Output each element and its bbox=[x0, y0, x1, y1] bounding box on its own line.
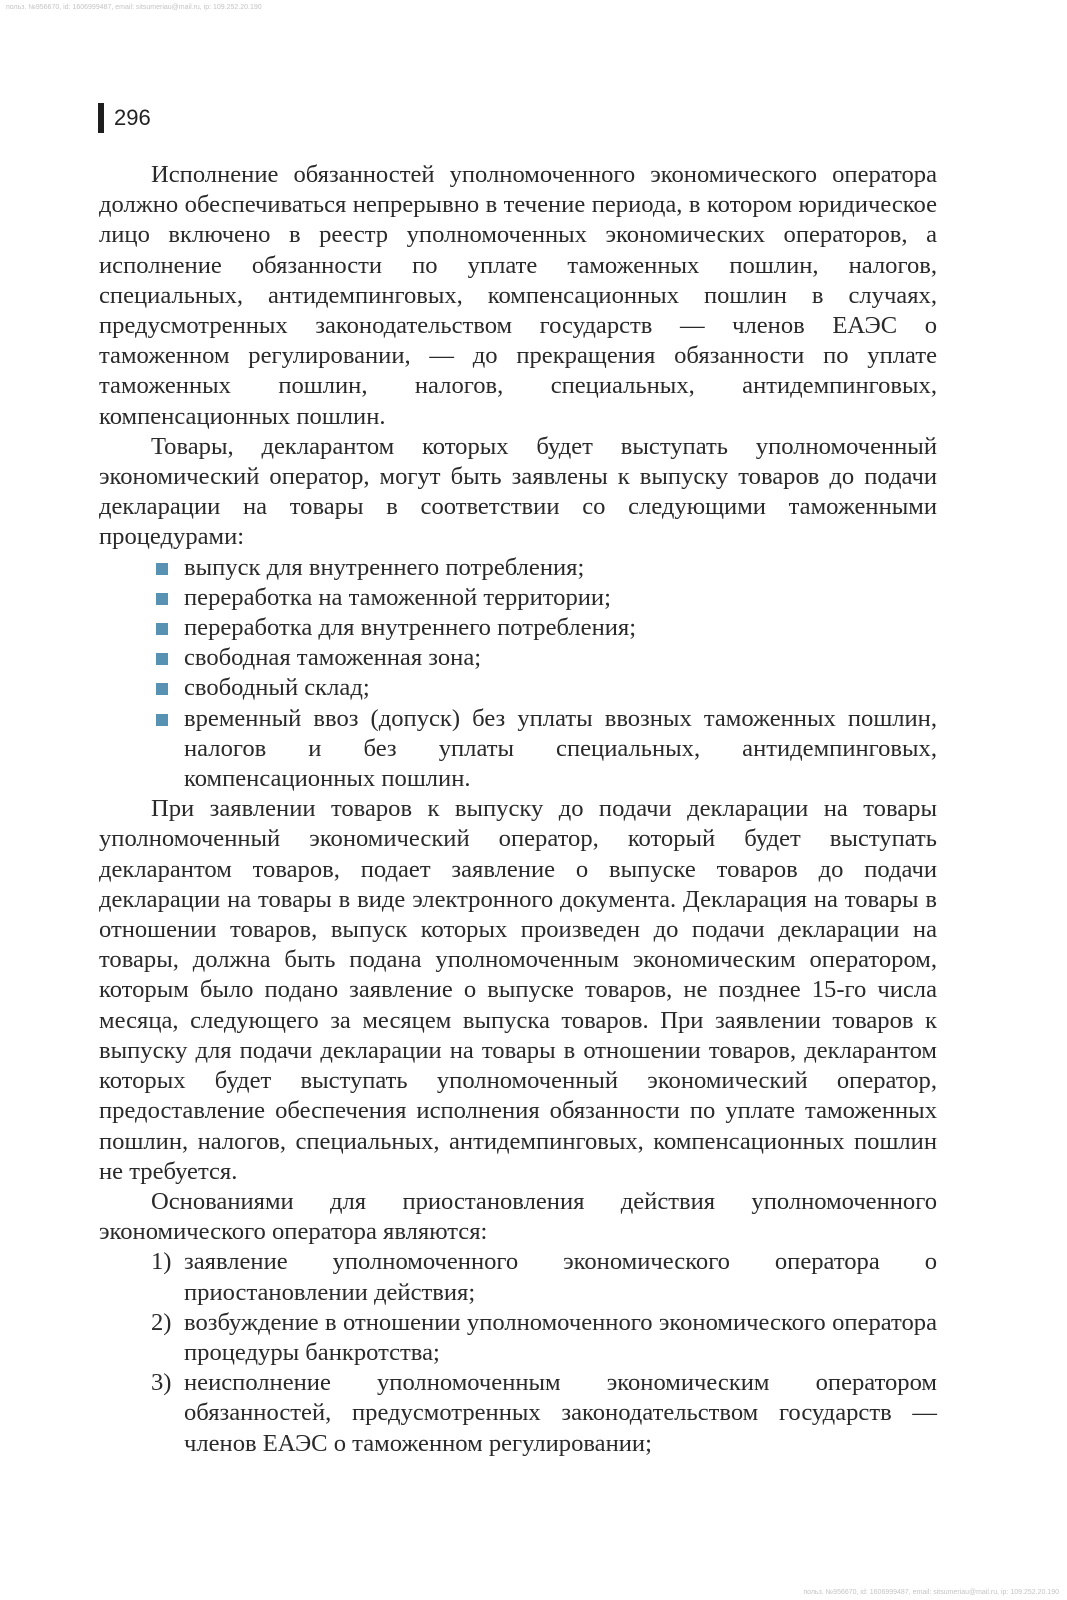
paragraph-3: При заявлении товаров к выпуску до подачи декларации на товары уполномоченный экономический оператор, который будет выступать декларантом товаров, подает заявление о выпуске товаров до подачи декларации на товары в виде электронного документа. Декларация на товары в отношении товаров, выпуск которых произведен до подачи декларации на товары, должна быть подана уполномоченным экономическим оператором, которым было подано заявление о выпуске товаров, не позднее 15-го числа месяца, следующего за месяцем выпуска товаров. При заявлении товаров к выпуску для подачи декларации на товары в отношении товаров, декларантом которых будет выступать уполномоченный экономический оператор, предоставление обеспечения исполнения обязанности по уплате таможенных пошлин, налогов, специальных, антидемпинговых, компенсационных пошлин не требуется. bbox=[99, 795, 937, 1185]
numbered-item bbox=[99, 1368, 937, 1459]
list-item bbox=[99, 613, 937, 643]
item-number: 3) bbox=[151, 1369, 172, 1397]
page-body bbox=[99, 160, 937, 1459]
item-number: 2) bbox=[151, 1308, 172, 1336]
bullet-square-icon bbox=[156, 623, 168, 635]
list-item bbox=[99, 583, 937, 613]
procedures-list bbox=[99, 553, 937, 795]
paragraph-1: Исполнение обязанностей уполномоченного экономического оператора должно обеспечиваться непрерывно в течение периода, в котором юридическое лицо включено в реестр уполномоченных экономических операторов, а исполнение обязанности по уплате таможенных пошлин, налогов, специальных, антидемпинговых, компенсационных пошлин в случаях, предусмотренных законодательством государств — членов ЕАЭС о таможенном регулировании, — до прекращения обязанности по уплате таможенных пошлин, налогов, специальных, антидемпинговых, компенсационных пошлин. bbox=[99, 161, 937, 430]
page-header bbox=[98, 103, 151, 133]
list-item-text: свободный склад; bbox=[184, 674, 370, 702]
bullet-square-icon bbox=[156, 714, 168, 726]
watermark-bottom: польз. №956670, id: 1606999487, email: sitsumeriau@mail.ru, ip: 109.252.20.190 bbox=[803, 1589, 1059, 1596]
bullet-square-icon bbox=[156, 563, 168, 575]
grounds-list bbox=[99, 1247, 937, 1458]
item-number: 1) bbox=[151, 1248, 172, 1276]
item-text: возбуждение в отношении уполномоченного экономического оператора процедуры банкротства; bbox=[184, 1308, 937, 1366]
item-text: неисполнение уполномоченным экономическим оператором обязанностей, предусмотренных законодательством государств — членов ЕАЭС о таможенном регулировании; bbox=[184, 1369, 937, 1457]
bullet-square-icon bbox=[156, 593, 168, 605]
list-item bbox=[99, 643, 937, 673]
bullet-square-icon bbox=[156, 653, 168, 665]
list-item-text: переработка для внутреннего потребления; bbox=[184, 614, 637, 642]
header-bar bbox=[98, 103, 104, 133]
watermark-top: польз. №956670, id: 1606999487, email: sitsumeriau@mail.ru, ip: 109.252.20.190 bbox=[6, 4, 262, 11]
numbered-item bbox=[99, 1308, 937, 1368]
paragraph-2: Товары, декларантом которых будет выступать уполномоченный экономический оператор, могут быть заявлены к выпуску товаров до подачи декларации на товары в соответствии со следующими таможенными процедурами: bbox=[99, 432, 937, 551]
list-item-text: выпуск для внутреннего потребления; bbox=[184, 553, 585, 581]
page-number: 296 bbox=[114, 105, 151, 130]
list-item bbox=[99, 704, 937, 795]
list-item-text: временный ввоз (допуск) без уплаты ввозных таможенных пошлин, налогов и без уплаты специальных, антидемпинговых, компенсационных пошлин. bbox=[184, 704, 937, 793]
list-item-text: свободная таможенная зона; bbox=[184, 644, 482, 672]
list-item-text: переработка на таможенной территории; bbox=[184, 583, 611, 611]
paragraph-4: Основаниями для приостановления действия уполномоченного экономического оператора являются: bbox=[99, 1187, 937, 1246]
item-text: заявление уполномоченного экономического оператора о приостановлении действия; bbox=[184, 1248, 937, 1306]
list-item bbox=[99, 553, 937, 583]
numbered-item bbox=[99, 1247, 937, 1307]
bullet-square-icon bbox=[156, 683, 168, 695]
list-item bbox=[99, 673, 937, 703]
